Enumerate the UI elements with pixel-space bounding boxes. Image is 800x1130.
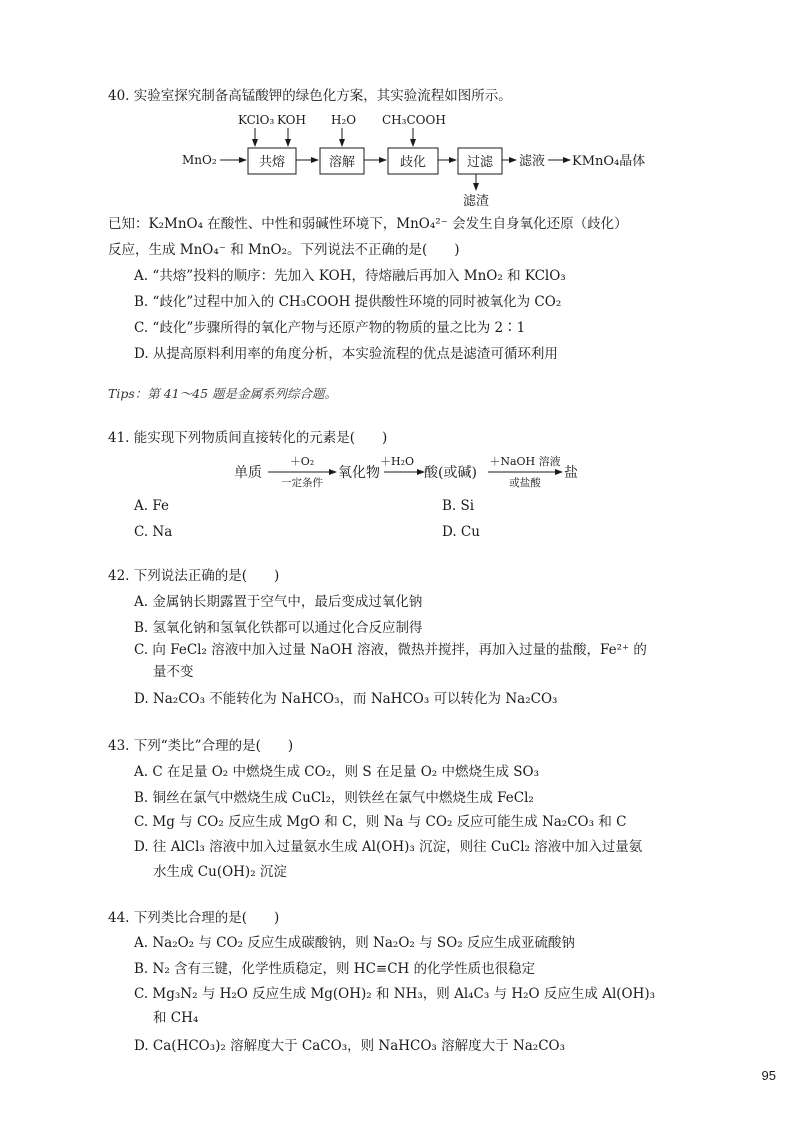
reagent-ch3cooh: CH₃COOH: [382, 113, 446, 127]
q43-option-a[interactable]: A. C 在足量 O₂ 中燃烧生成 CO₂，则 S 在足量 O₂ 中燃烧生成 SO₃: [134, 764, 540, 780]
q43-title: 43. 下列“类比”合理的是( ): [108, 738, 294, 754]
chain-arrow3-top: ＋NaOH 溶液: [489, 455, 561, 468]
q42-title: 42. 下列说法正确的是( ): [108, 568, 280, 584]
q44-option-c[interactable]: C. Mg₃N₂ 与 H₂O 反应生成 Mg(OH)₂ 和 NH₃，则 Al₄C₃ 与 H₂O 反应生成 Al(OH)₃: [134, 986, 656, 1002]
q40-known-line1: 已知：K₂MnO₄ 在酸性、中性和弱碱性环境下，MnO₄²⁻ 会发生自身氧化还原（歧化）: [108, 216, 628, 232]
step-1-label: 共熔: [258, 155, 286, 170]
q44-title: 44. 下列类比合理的是( ): [108, 910, 280, 926]
q41-option-a[interactable]: A. Fe: [134, 498, 169, 514]
q41-option-b[interactable]: B. Si: [442, 498, 475, 514]
q40-known-line2: 反应，生成 MnO₄⁻ 和 MnO₂。下列说法不正确的是( ): [108, 242, 460, 258]
q40-option-a[interactable]: A. “共熔”投料的顺序：先加入 KOH，待熔融后再加入 MnO₂ 和 KClO₃: [134, 268, 566, 284]
q44-option-a[interactable]: A. Na₂O₂ 与 CO₂ 反应生成碳酸钠，则 Na₂O₂ 与 SO₂ 反应生成亚硫酸钠: [134, 935, 575, 951]
q42-option-c-cont: 量不变: [153, 664, 194, 680]
q44-option-c-cont: 和 CH₄: [153, 1010, 199, 1026]
chain-salt: 盐: [564, 465, 578, 481]
step-3-label: 歧化: [399, 155, 427, 170]
q40-flowchart: [180, 110, 700, 210]
chain-arrow1-top: ＋O₂: [289, 455, 315, 468]
chain-element: 单质: [234, 465, 262, 481]
product-label: KMnO₄晶体: [572, 154, 646, 169]
q40-title: 40. 实验室探究制备高锰酸钾的绿色化方案，其实验流程如图所示。: [108, 88, 512, 104]
q41-option-c[interactable]: C. Na: [134, 524, 173, 540]
step-2-label: 溶解: [328, 155, 356, 170]
q40-option-c[interactable]: C. “歧化”步骤所得的氧化产物与还原产物的物质的量之比为 2∶1: [134, 320, 526, 336]
reagent-kclo3: KClO₃: [238, 113, 275, 127]
q44-option-b[interactable]: B. N₂ 含有三键，化学性质稳定，则 HC≡CH 的化学性质也很稳定: [134, 961, 536, 977]
q40-option-d[interactable]: D. 从提高原料利用率的角度分析，本实验流程的优点是滤渣可循环利用: [134, 346, 558, 362]
filtrate-label: 滤液: [519, 154, 546, 169]
q41-conversion-chain: [232, 450, 592, 494]
chain-arrow3-bottom: 或盐酸: [509, 477, 541, 489]
tips-note: Tips：第 41～45 题是金属系列综合题。: [108, 386, 338, 401]
residue-label: 滤渣: [463, 194, 490, 209]
page-number: 95: [761, 1068, 776, 1083]
q43-option-c[interactable]: C. Mg 与 CO₂ 反应生成 MgO 和 C，则 Na 与 CO₂ 反应可能生成 Na₂CO₃ 和 C: [134, 814, 627, 830]
q41-option-d[interactable]: D. Cu: [442, 524, 480, 540]
reagent-koh: KOH: [277, 113, 306, 127]
q41-title: 41. 能实现下列物质间直接转化的元素是( ): [108, 430, 388, 446]
chain-oxide: 氧化物: [338, 465, 380, 481]
q43-option-d-cont: 水生成 Cu(OH)₂ 沉淀: [153, 864, 287, 880]
chain-arrow2-top: ＋H₂O: [379, 455, 415, 468]
q43-option-b[interactable]: B. 铜丝在氯气中燃烧生成 CuCl₂，则铁丝在氯气中燃烧生成 FeCl₂: [134, 790, 534, 806]
start-mno2: MnO₂: [182, 153, 217, 167]
q42-option-c[interactable]: C. 向 FeCl₂ 溶液中加入过量 NaOH 溶液，微热并搅拌，再加入过量的盐酸，Fe²⁺ 的: [134, 642, 647, 658]
q40-option-b[interactable]: B. “歧化”过程中加入的 CH₃COOH 提供酸性环境的同时被氧化为 CO₂: [134, 294, 562, 310]
q43-option-d[interactable]: D. 往 AlCl₃ 溶液中加入过量氨水生成 Al(OH)₃ 沉淀，则往 CuCl₂ 溶液中加入过量氨: [134, 839, 643, 855]
chain-acid-base: 酸(或碱): [424, 465, 477, 481]
reagent-h2o: H₂O: [331, 113, 357, 127]
q42-option-d[interactable]: D. Na₂CO₃ 不能转化为 NaHCO₃，而 NaHCO₃ 可以转化为 Na₂CO₃: [134, 691, 558, 707]
q42-option-b[interactable]: B. 氢氧化钠和氢氧化铁都可以通过化合反应制得: [134, 620, 423, 636]
step-4-label: 过滤: [466, 155, 494, 170]
q44-option-d[interactable]: D. Ca(HCO₃)₂ 溶解度大于 CaCO₃，则 NaHCO₃ 溶解度大于 Na₂CO₃: [134, 1038, 565, 1054]
chain-arrow1-bottom: 一定条件: [281, 477, 323, 489]
q42-option-a[interactable]: A. 金属钠长期露置于空气中，最后变成过氧化钠: [134, 594, 423, 610]
